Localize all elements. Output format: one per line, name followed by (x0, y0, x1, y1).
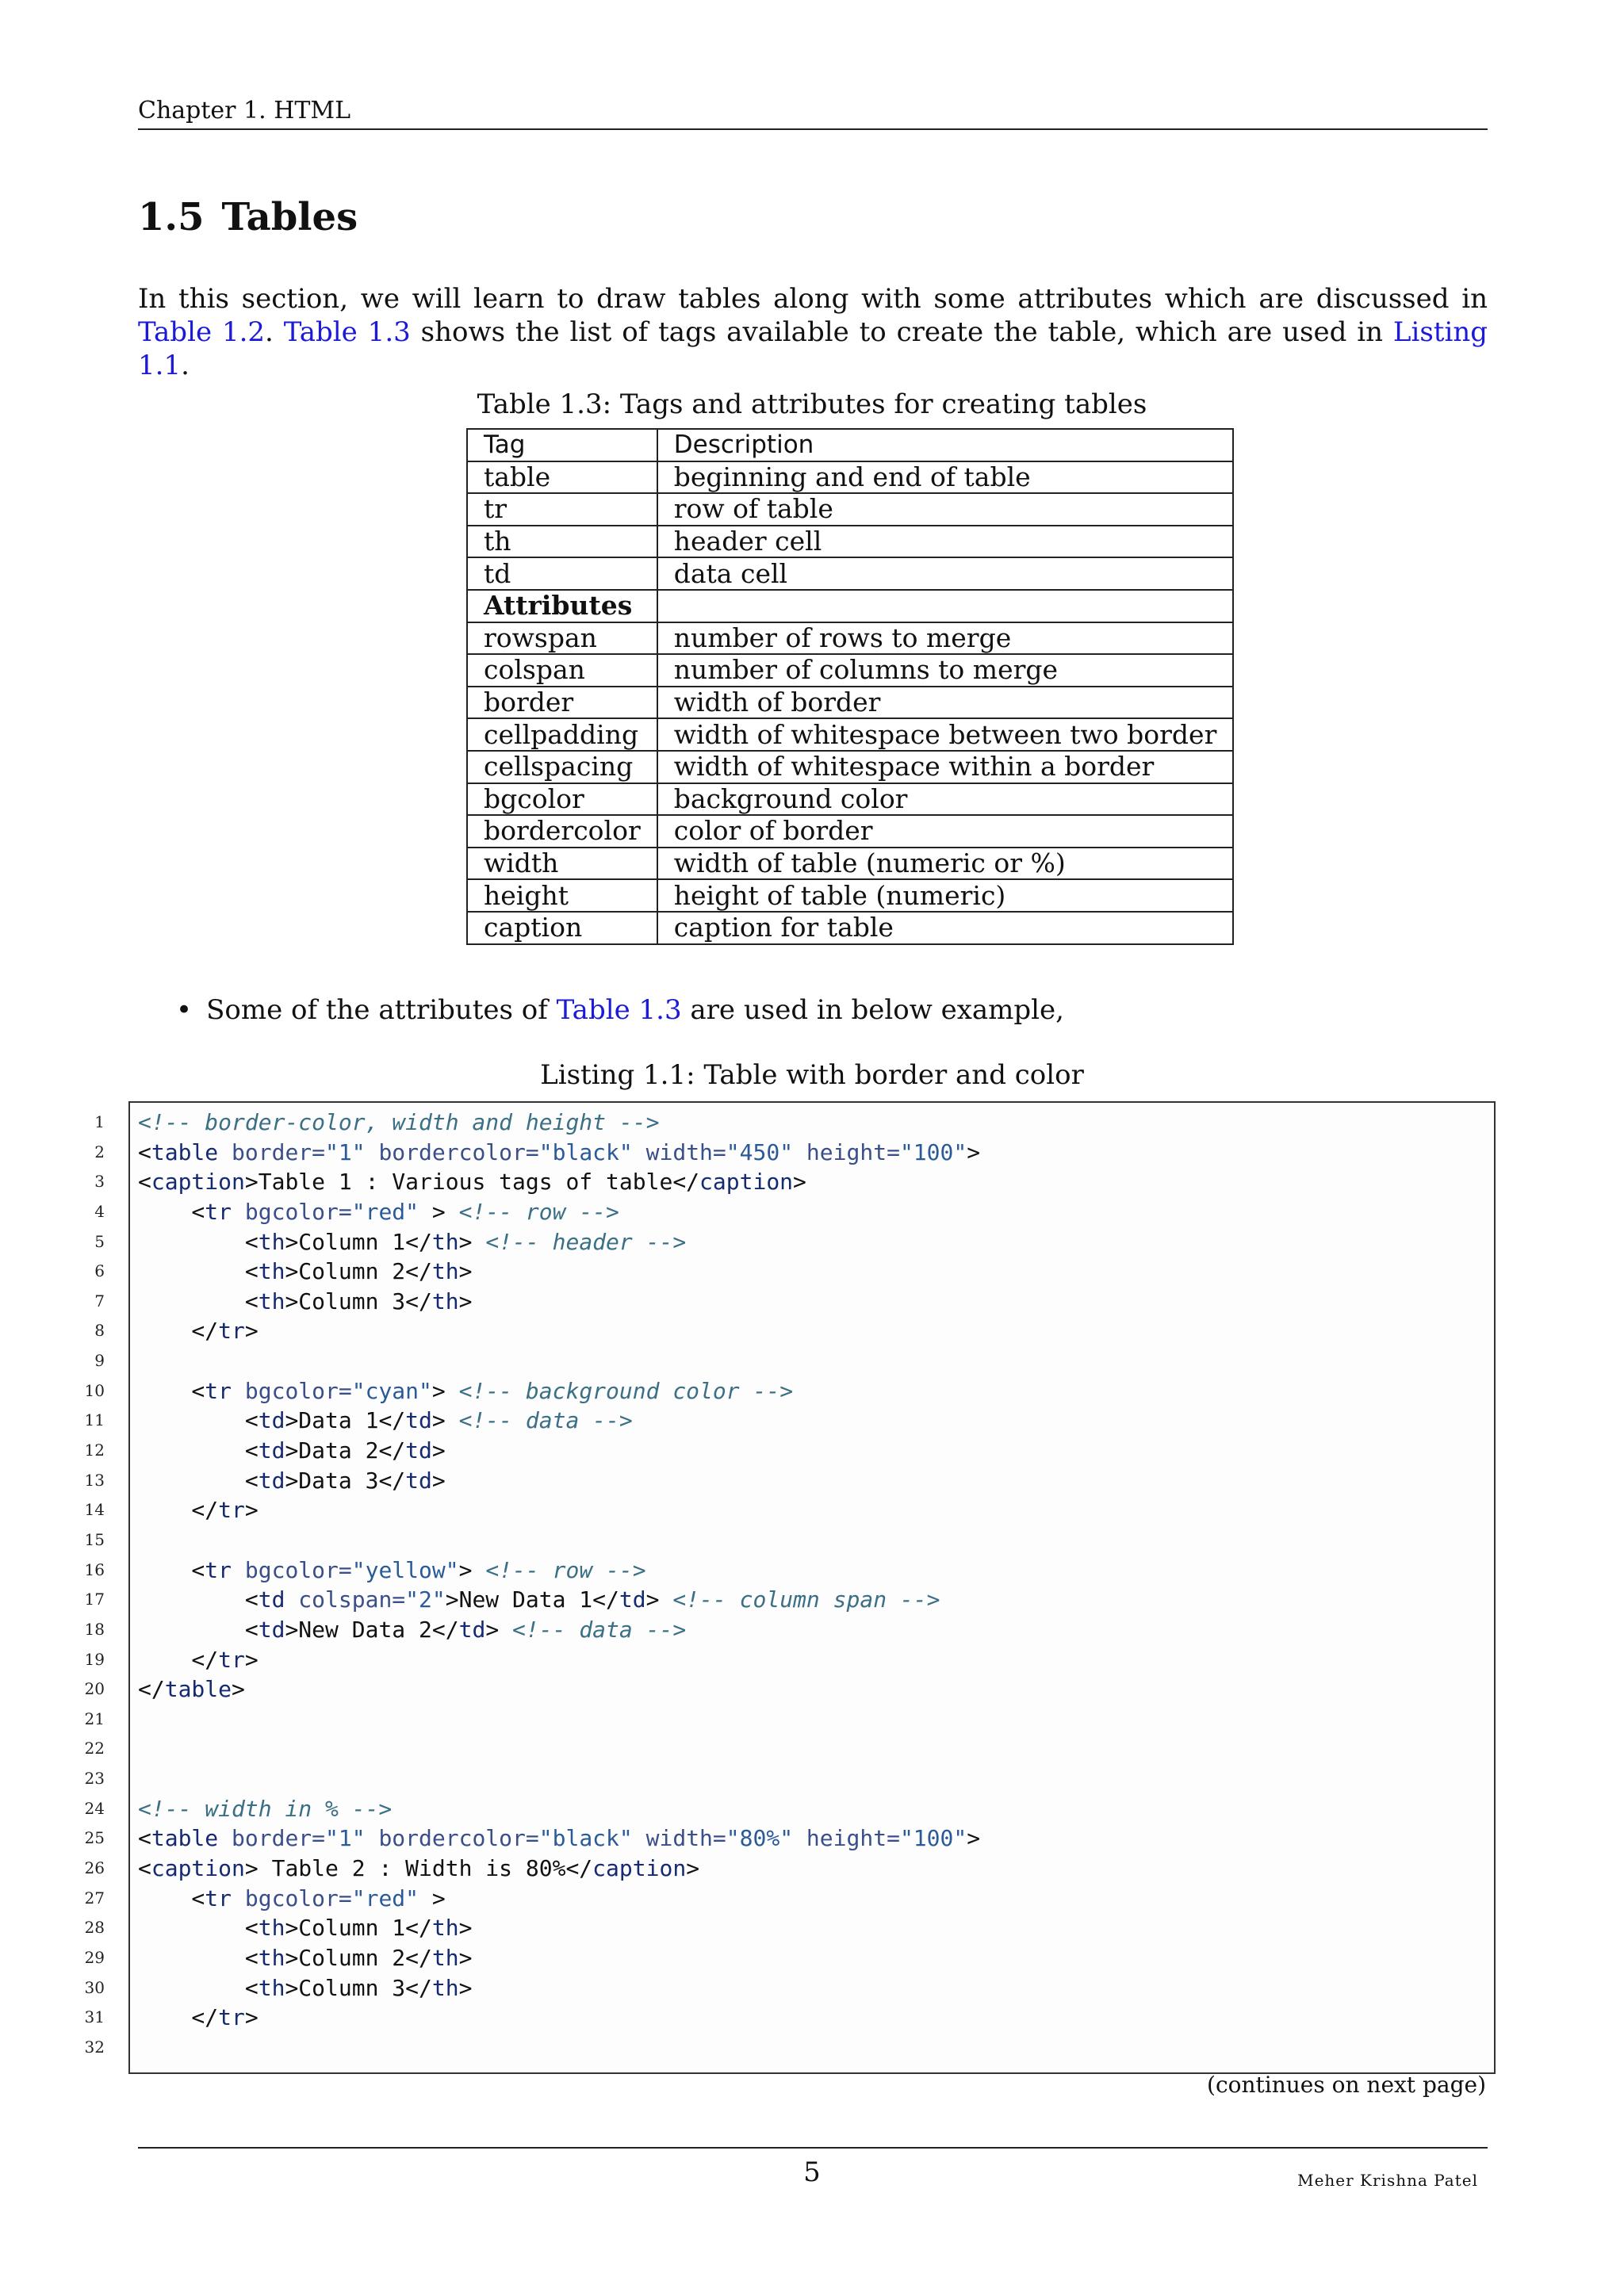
code-token-tag: table (164, 1676, 232, 1703)
table-cell-description: beginning and end of table (657, 461, 1234, 494)
table-row (467, 461, 1233, 494)
code-token-attr: width= (632, 1138, 726, 1165)
line-number: 29 (84, 1947, 105, 1967)
code-token-text: </ (138, 1646, 219, 1673)
code-text (138, 1138, 980, 1168)
code-line (78, 1436, 1505, 1466)
table-cell-description: width of whitespace within a border (657, 751, 1234, 783)
code-token-string: "red" (351, 1198, 419, 1225)
code-token-text: > (431, 1377, 459, 1404)
code-line (78, 1287, 1505, 1317)
code-token-tag: th (258, 1974, 285, 2001)
section-title: Tables (221, 195, 358, 239)
table-row (467, 815, 1233, 848)
line-number: 6 (94, 1261, 105, 1281)
code-line (78, 1794, 1505, 1824)
code-token-text: > (645, 1586, 673, 1613)
code-text (138, 1645, 259, 1675)
line-number: 30 (84, 1977, 105, 1997)
intro-text: In this section, we will learn to draw tables along with some attributes which are discussed in (138, 283, 1488, 315)
code-line (78, 1764, 1505, 1794)
table-cell-description: height of table (numeric) (657, 879, 1234, 912)
table-cell-description: row of table (657, 493, 1234, 526)
code-token-tag: th (258, 1258, 285, 1285)
code-token-attr: width= (632, 1825, 726, 1852)
code-token-text: > (431, 1467, 446, 1494)
code-token-comment: <!-- row --> (485, 1556, 646, 1583)
continues-note: (continues on next page) (1207, 2072, 1486, 2098)
code-token-text: < (138, 1825, 151, 1852)
code-token-text: >New Data 1</ (445, 1586, 619, 1613)
code-token-tag: td (405, 1407, 432, 1434)
code-token-string: "red" (351, 1885, 419, 1911)
code-text (138, 1585, 940, 1615)
code-line (78, 1645, 1505, 1675)
code-token-text: >Data 3</ (285, 1467, 406, 1494)
table-cell-tag: bgcolor (467, 783, 657, 816)
table-caption: Table 1.3: Tags and attributes for creating tables (477, 388, 1147, 420)
code-text (138, 1436, 446, 1466)
line-number: 25 (84, 1828, 105, 1848)
code-token-text: > (458, 1944, 473, 1971)
code-token-tag: td (405, 1467, 432, 1494)
code-line (78, 1495, 1505, 1525)
code-token-text: > (458, 1915, 473, 1942)
code-token-text: >Column 1</ (285, 1915, 432, 1942)
table-cell-description: number of columns to merge (657, 654, 1234, 687)
bullet-item (176, 993, 1064, 1027)
line-number: 4 (94, 1201, 105, 1221)
code-line (78, 1346, 1505, 1376)
table-body (467, 461, 1233, 944)
code-line (78, 1108, 1505, 1138)
code-line (78, 2033, 1505, 2063)
code-line (78, 1406, 1505, 1436)
code-text (138, 1257, 472, 1287)
code-token-tag: table (151, 1138, 219, 1165)
code-token-tag: th (431, 1228, 459, 1255)
code-token-text: > (431, 1407, 459, 1434)
table-cell-description: header cell (657, 526, 1234, 558)
code-token-tag: td (258, 1437, 285, 1464)
table-cell-description: caption for table (657, 912, 1234, 944)
code-token-tag: td (458, 1616, 486, 1643)
code-token-text: </ (138, 2004, 219, 2031)
page-number: 5 (803, 2156, 821, 2188)
code-line (78, 1556, 1505, 1586)
code-token-string: "black" (538, 1138, 633, 1165)
table-row (467, 751, 1233, 783)
line-number: 16 (84, 1559, 105, 1579)
table-cell-tag: th (467, 526, 657, 558)
code-token-text: < (138, 1288, 259, 1314)
code-token-tag: td (405, 1437, 432, 1464)
code-token-text: < (138, 1198, 205, 1225)
code-token-tag: tr (218, 1497, 245, 1524)
line-number: 3 (94, 1172, 105, 1192)
code-token-text: < (138, 1138, 151, 1165)
code-line (78, 1197, 1505, 1227)
code-token-text: < (138, 1855, 151, 1882)
code-text (138, 1794, 392, 1824)
code-token-text: > Table 2 : Width is 80%</ (244, 1855, 593, 1882)
line-number: 1 (94, 1112, 105, 1131)
code-text (138, 1316, 259, 1346)
code-token-text: > (244, 1318, 259, 1345)
code-token-string: "black" (538, 1825, 633, 1852)
line-number: 2 (94, 1142, 105, 1161)
code-token-text: < (138, 1944, 259, 1971)
table-cell-tag: cellspacing (467, 751, 657, 783)
code-text (138, 1108, 659, 1138)
intro-text: . (265, 316, 284, 348)
code-text (138, 1854, 699, 1884)
code-text (138, 1227, 686, 1257)
line-number: 28 (84, 1918, 105, 1938)
line-number: 32 (84, 2037, 105, 2057)
code-token-text: < (138, 1556, 205, 1583)
link-table-1-3[interactable]: Table 1.3 (556, 994, 682, 1026)
code-token-string: "2" (405, 1586, 446, 1613)
code-token-text: >Column 3</ (285, 1288, 432, 1314)
table-row (467, 654, 1233, 687)
code-token-attr: height= (793, 1138, 900, 1165)
code-token-comment: <!-- header --> (485, 1228, 687, 1255)
code-token-text: >Column 3</ (285, 1974, 432, 2001)
table-header-row (467, 429, 1233, 461)
table-cell-description: data cell (657, 557, 1234, 590)
code-token-tag: tr (218, 2004, 245, 2031)
code-token-tag: th (258, 1915, 285, 1942)
table-cell-description (657, 590, 1234, 622)
line-number: 9 (94, 1351, 105, 1371)
code-token-tag: td (258, 1616, 285, 1643)
table-row (467, 590, 1233, 622)
code-token-attr: bgcolor= (232, 1377, 352, 1404)
code-text (138, 1495, 259, 1525)
code-token-text: > (232, 1676, 245, 1703)
code-token-tag: td (258, 1407, 285, 1434)
code-token-tag: th (431, 1915, 459, 1942)
code-token-text: > (967, 1825, 981, 1852)
line-number: 8 (94, 1321, 105, 1341)
line-number: 21 (84, 1709, 105, 1728)
code-token-text: > (244, 1646, 259, 1673)
line-number: 13 (84, 1470, 105, 1490)
code-text (138, 1466, 446, 1496)
code-token-text: >Table 1 : Various tags of table</ (244, 1169, 700, 1196)
table-row (467, 879, 1233, 912)
code-token-string: "450" (726, 1138, 794, 1165)
line-number: 27 (84, 1888, 105, 1908)
intro-paragraph (138, 282, 1488, 382)
code-token-text: < (138, 1258, 259, 1285)
table-cell-tag: rowspan (467, 622, 657, 655)
table-row (467, 718, 1233, 751)
code-token-text: >Data 2</ (285, 1437, 406, 1464)
code-line (78, 1913, 1505, 1943)
code-token-text: > (419, 1198, 459, 1225)
code-token-tag: td (619, 1586, 646, 1613)
link-table-1-2[interactable]: Table 1.2 (138, 316, 266, 348)
code-token-text: </ (138, 1318, 219, 1345)
code-token-tag: th (431, 1258, 459, 1285)
code-token-tag: caption (151, 1169, 245, 1196)
line-number: 14 (84, 1500, 105, 1520)
code-line (78, 1316, 1505, 1346)
line-number: 31 (84, 2007, 105, 2027)
code-text (138, 1197, 619, 1227)
code-token-tag: tr (205, 1198, 232, 1225)
section-heading (138, 193, 358, 241)
line-number: 19 (84, 1649, 105, 1669)
code-line (78, 1943, 1505, 1973)
code-token-attr: border= (218, 1138, 326, 1165)
code-text (138, 1167, 806, 1197)
code-token-tag: td (258, 1467, 285, 1494)
code-token-comment: <!-- column span --> (672, 1586, 940, 1613)
table-cell-tag: height (467, 879, 657, 912)
footer-author: Meher Krishna Patel (1297, 2171, 1478, 2190)
code-text (138, 1674, 245, 1705)
code-token-text: < (138, 1437, 259, 1464)
table-cell-tag: width (467, 848, 657, 880)
code-token-attr: bordercolor= (365, 1138, 539, 1165)
code-line (78, 1973, 1505, 2003)
table-cell-description: width of border (657, 687, 1234, 719)
code-text (138, 1406, 633, 1436)
code-token-attr: bgcolor= (232, 1885, 352, 1911)
code-text (138, 1287, 472, 1317)
code-text (138, 1973, 472, 2003)
code-token-attr: bordercolor= (365, 1825, 539, 1852)
code-token-string: "yellow" (351, 1556, 459, 1583)
code-token-tag: caption (699, 1169, 794, 1196)
code-token-attr: bgcolor= (232, 1556, 352, 1583)
code-token-text: > (967, 1138, 981, 1165)
table-row (467, 493, 1233, 526)
code-token-text: < (138, 1616, 259, 1643)
code-token-text: >Column 2</ (285, 1258, 432, 1285)
table-cell-description: number of rows to merge (657, 622, 1234, 655)
code-token-text: > (793, 1169, 806, 1196)
code-token-tag: tr (205, 1556, 232, 1583)
table-cell-tag: colspan (467, 654, 657, 687)
code-token-comment: <!-- row --> (458, 1198, 619, 1225)
code-token-text: > (458, 1258, 473, 1285)
bullet-icon: • (176, 994, 193, 1026)
code-token-text: >New Data 2</ (285, 1616, 459, 1643)
code-token-attr: height= (793, 1825, 900, 1852)
code-token-text: > (458, 1228, 486, 1255)
code-token-comment: <!-- data --> (458, 1407, 633, 1434)
code-token-comment: <!-- data --> (512, 1616, 687, 1643)
table-header-cell: Description (657, 429, 1234, 461)
code-line (78, 1705, 1505, 1735)
code-line (78, 1525, 1505, 1556)
link-listing-1-1[interactable]: Listing 1.1 (138, 316, 1488, 381)
line-number: 26 (84, 1858, 105, 1878)
code-line (78, 1674, 1505, 1705)
line-number: 24 (84, 1798, 105, 1818)
section-number: 1.5 (138, 195, 205, 239)
code-token-text: > (458, 1288, 473, 1314)
code-line (78, 1854, 1505, 1884)
code-text (138, 1823, 980, 1854)
code-token-string: "1" (325, 1825, 366, 1852)
listing-caption: Listing 1.1: Table with border and color (540, 1059, 1084, 1091)
code-text (138, 1884, 446, 1914)
line-number: 17 (84, 1590, 105, 1609)
code-token-text: < (138, 1586, 259, 1613)
code-token-text: >Data 1</ (285, 1407, 406, 1434)
code-token-comment: <!-- width in % --> (138, 1795, 393, 1822)
table-row (467, 557, 1233, 590)
line-number: 20 (84, 1679, 105, 1699)
intro-text: shows the list of tags available to create the table, which are used in (410, 316, 1393, 348)
bullet-text: are used in below example, (681, 994, 1064, 1026)
code-token-text: < (138, 1169, 151, 1196)
code-token-text: > (458, 1556, 486, 1583)
code-line (78, 1823, 1505, 1854)
line-number: 10 (84, 1380, 105, 1400)
table-cell-description: width of whitespace between two border (657, 718, 1234, 751)
code-token-text: >Column 1</ (285, 1228, 432, 1255)
table-cell-description: width of table (numeric or %) (657, 848, 1234, 880)
footer-rule (138, 2147, 1488, 2149)
line-number: 5 (94, 1231, 105, 1251)
code-token-text: >Column 2</ (285, 1944, 432, 1971)
code-line (78, 1615, 1505, 1645)
code-token-string: "cyan" (351, 1377, 432, 1404)
code-line (78, 1227, 1505, 1257)
code-line (78, 1376, 1505, 1406)
code-line (78, 1585, 1505, 1615)
code-line (78, 2003, 1505, 2033)
code-token-text: < (138, 1915, 259, 1942)
code-token-string: "100" (899, 1825, 967, 1852)
table-cell-tag: cellpadding (467, 718, 657, 751)
code-token-string: "80%" (726, 1825, 794, 1852)
code-token-text: > (458, 1974, 473, 2001)
table-cell-description: background color (657, 783, 1234, 816)
code-token-tag: th (431, 1974, 459, 2001)
code-token-tag: tr (205, 1885, 232, 1911)
table-row (467, 687, 1233, 719)
code-line (78, 1734, 1505, 1764)
code-token-text: < (138, 1407, 259, 1434)
code-token-tag: th (258, 1228, 285, 1255)
running-header: Chapter 1. HTML (138, 94, 1488, 130)
code-token-text: > (485, 1616, 513, 1643)
code-line (78, 1167, 1505, 1197)
line-number: 11 (84, 1410, 105, 1430)
code-token-tag: th (258, 1288, 285, 1314)
line-number: 15 (84, 1529, 105, 1549)
code-token-attr: border= (218, 1825, 326, 1852)
code-token-text: > (686, 1855, 700, 1882)
code-token-text: </ (138, 1676, 165, 1703)
intro-text: . (181, 350, 190, 381)
table-row (467, 622, 1233, 655)
table-cell-description: color of border (657, 815, 1234, 848)
line-number: 23 (84, 1769, 105, 1789)
code-token-text: < (138, 1377, 205, 1404)
code-token-tag: th (431, 1944, 459, 1971)
code-line (78, 1884, 1505, 1914)
code-token-string: "100" (899, 1138, 967, 1165)
code-token-text: > (244, 2004, 259, 2031)
code-token-text: < (138, 1974, 259, 2001)
line-number: 7 (94, 1291, 105, 1311)
code-token-string: "1" (325, 1138, 366, 1165)
code-token-tag: tr (218, 1318, 245, 1345)
code-listing (78, 1108, 1505, 2063)
code-token-tag: tr (205, 1377, 232, 1404)
code-text (138, 2003, 259, 2033)
code-line (78, 1257, 1505, 1287)
code-text (138, 1913, 472, 1943)
code-token-text: > (431, 1437, 446, 1464)
table-cell-tag: td (467, 557, 657, 590)
table-row (467, 783, 1233, 816)
code-token-attr: colspan= (285, 1586, 406, 1613)
code-token-text: > (244, 1497, 259, 1524)
table-row (467, 912, 1233, 944)
code-token-tag: caption (151, 1855, 245, 1882)
table-header-cell: Tag (467, 429, 657, 461)
bullet-text: Some of the attributes of (206, 994, 557, 1026)
code-text (138, 1376, 793, 1406)
table-row (467, 526, 1233, 558)
code-text (138, 1615, 686, 1645)
table-cell-tag: bordercolor (467, 815, 657, 848)
line-number: 12 (84, 1441, 105, 1460)
table-cell-tag: border (467, 687, 657, 719)
code-token-tag: tr (218, 1646, 245, 1673)
table-row (467, 848, 1233, 880)
code-token-text: < (138, 1885, 205, 1911)
code-token-attr: bgcolor= (232, 1198, 352, 1225)
code-token-text: < (138, 1467, 259, 1494)
line-number: 18 (84, 1619, 105, 1639)
code-token-tag: caption (592, 1855, 687, 1882)
code-text (138, 1943, 472, 1973)
line-number: 22 (84, 1739, 105, 1758)
code-token-text: > (419, 1885, 446, 1911)
tags-table (466, 428, 1234, 945)
code-token-tag: th (258, 1944, 285, 1971)
code-line (78, 1466, 1505, 1496)
table-cell-tag: Attributes (467, 590, 657, 622)
code-token-tag: th (431, 1288, 459, 1314)
code-token-comment: <!-- border-color, width and height --> (138, 1109, 660, 1135)
table-cell-tag: tr (467, 493, 657, 526)
code-token-tag: td (258, 1586, 285, 1613)
table-cell-tag: caption (467, 912, 657, 944)
link-table-1-3[interactable]: Table 1.3 (283, 316, 411, 348)
code-line (78, 1138, 1505, 1168)
code-text (138, 1556, 646, 1586)
code-token-text: < (138, 1228, 259, 1255)
code-token-tag: table (151, 1825, 219, 1852)
table-cell-tag: table (467, 461, 657, 494)
code-token-comment: <!-- background color --> (458, 1377, 794, 1404)
code-token-text: </ (138, 1497, 219, 1524)
